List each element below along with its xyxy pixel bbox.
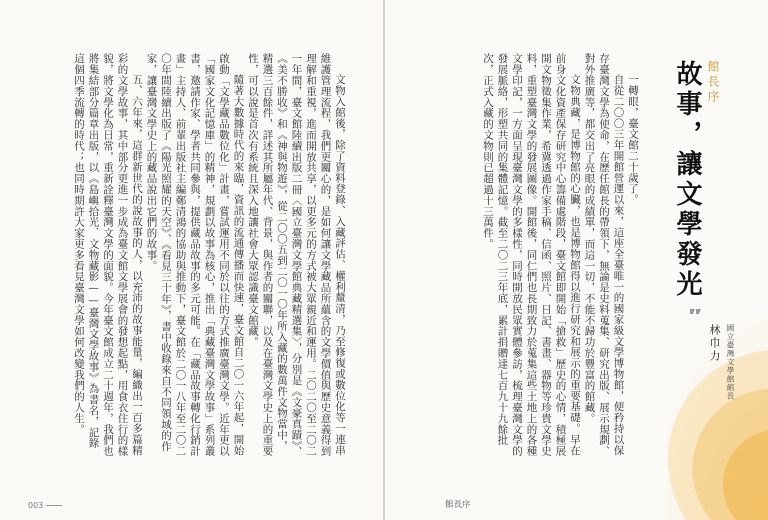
right-paragraph-3: 文物典藏，是博物館的心臟，也是博物館得以進行研究和展示的重要基礎。早在前身文化資產保存研究中心籌備處階段，臺文館即開始「搶救」歷史的心情，積極展開文物徵集作業，希冀透過作家手稿、信函、照片、日記、書畫、器物等珍貴文學史料，重塑臺灣文學的發展圖像。開館後，同仁們也長期致力於蒐集這些土地上的各種文學印記，一方面呈現臺灣文學的多樣性，同時開放民眾實體參訪，梳理臺灣文學的發展脈絡，形塑共同的集體記憶。截至二〇二三年底，累計捐贈達七百九十九餘批次，正式入藏的文物則已超過十三萬件。 [482,53,581,457]
right-page [385,0,768,520]
section-label: 館長序 [706,60,720,105]
left-body-text [32,53,347,458]
quote-mark-icon [688,306,702,320]
left-page [0,0,383,520]
right-body-text [435,53,640,458]
left-paragraph-2: 隨著大數據時代的來臨，資訊的流通傳播而快速，臺文館自二〇一六年起，開始啟動「文學藏品數位化」計畫，嘗試運用不同於以往的方式推廣臺灣文學。近年更以「國家文化記憶庫」的精神，規劃以故事為核心，推出「典藏臺灣文學故事」系列叢書，邀請作家、學者共同參與，提供藏品故事的多元可能。在「藏品故事轉化行銷計畫」主持人、前輩出版社主編鄭清鴻的協助與推動下，臺文館於二〇一八年至二〇二〇年間陸續出版了《陽光照耀的天空》、《看見三十年》，書中收錄來自不同領域的作家，讓臺灣文學史上的藏品說出它們的故事。 [145,53,245,457]
right-paragraph-2: 自從二〇〇三年開館營運以來，這座全臺唯一的國家級文學博物館，便矜持以保存臺灣文學為使命，在歷任館長的帶領下，無論是史料蒐集、研究出版、展示規劃、對外推廣等，都交出了亮眼的成績單，而這一切，不能不歸功於豐富的館藏。 [583,53,625,457]
folio-rule [46,505,62,506]
author-title: 國立臺灣文學館館長 [726,324,735,401]
author-name: 林巾力 [708,324,721,363]
left-paragraph-1: 文物入館後，除了資料登錄、入藏評估、權利釐清，乃至修復或數位化等一連串維護管理流程，我們更關心的，是如何讓文學藏品所蘊含的文學價值與歷史意義得到理解和重視，進而開放共享，以更多元的方式被大眾親近和運用。二〇二〇至二〇二一年間，臺文館陸續出版二冊〈國立臺灣文學館典藏精選集〉，分別是《文豪真蹟》、《美不勝收》和《神與物遊》，從二〇〇五到二〇一〇年所入藏的數萬件文物當中，精選三百餘件，詳述其所屬年代、背景，與作者的關聯，以及在臺灣文學史上的重要性，可以說是首次有系統且深入地讓社會大眾認識臺文館藏。 [247,53,346,457]
left-paragraph-3: 五、六年來，這群新世代的說故事的人，以充沛的故事能量，編織出一百多篇精彩的文學故事，其中部分更進一步成為臺文館文學展會的發想起點，用食衣住行的樣貌，將文學化為日常，重新詮釋臺灣文學的面貌。今年臺文館成立二十週年，我們也將集結部分篇章出版，以《島嶼拾光．文物藏影——臺灣文學故事》為書名，記錄這個四季流轉的時代；也同時期許大家更多看見臺灣文學如何改變我們的人生。 [73,53,143,457]
right-paragraph-1: 一轉眼，臺文館二十歲了。 [627,74,639,205]
page-title: 故事，讓文學發光 [672,60,702,300]
running-head: 館長序 [445,500,471,510]
page-number: 003 [28,501,44,510]
